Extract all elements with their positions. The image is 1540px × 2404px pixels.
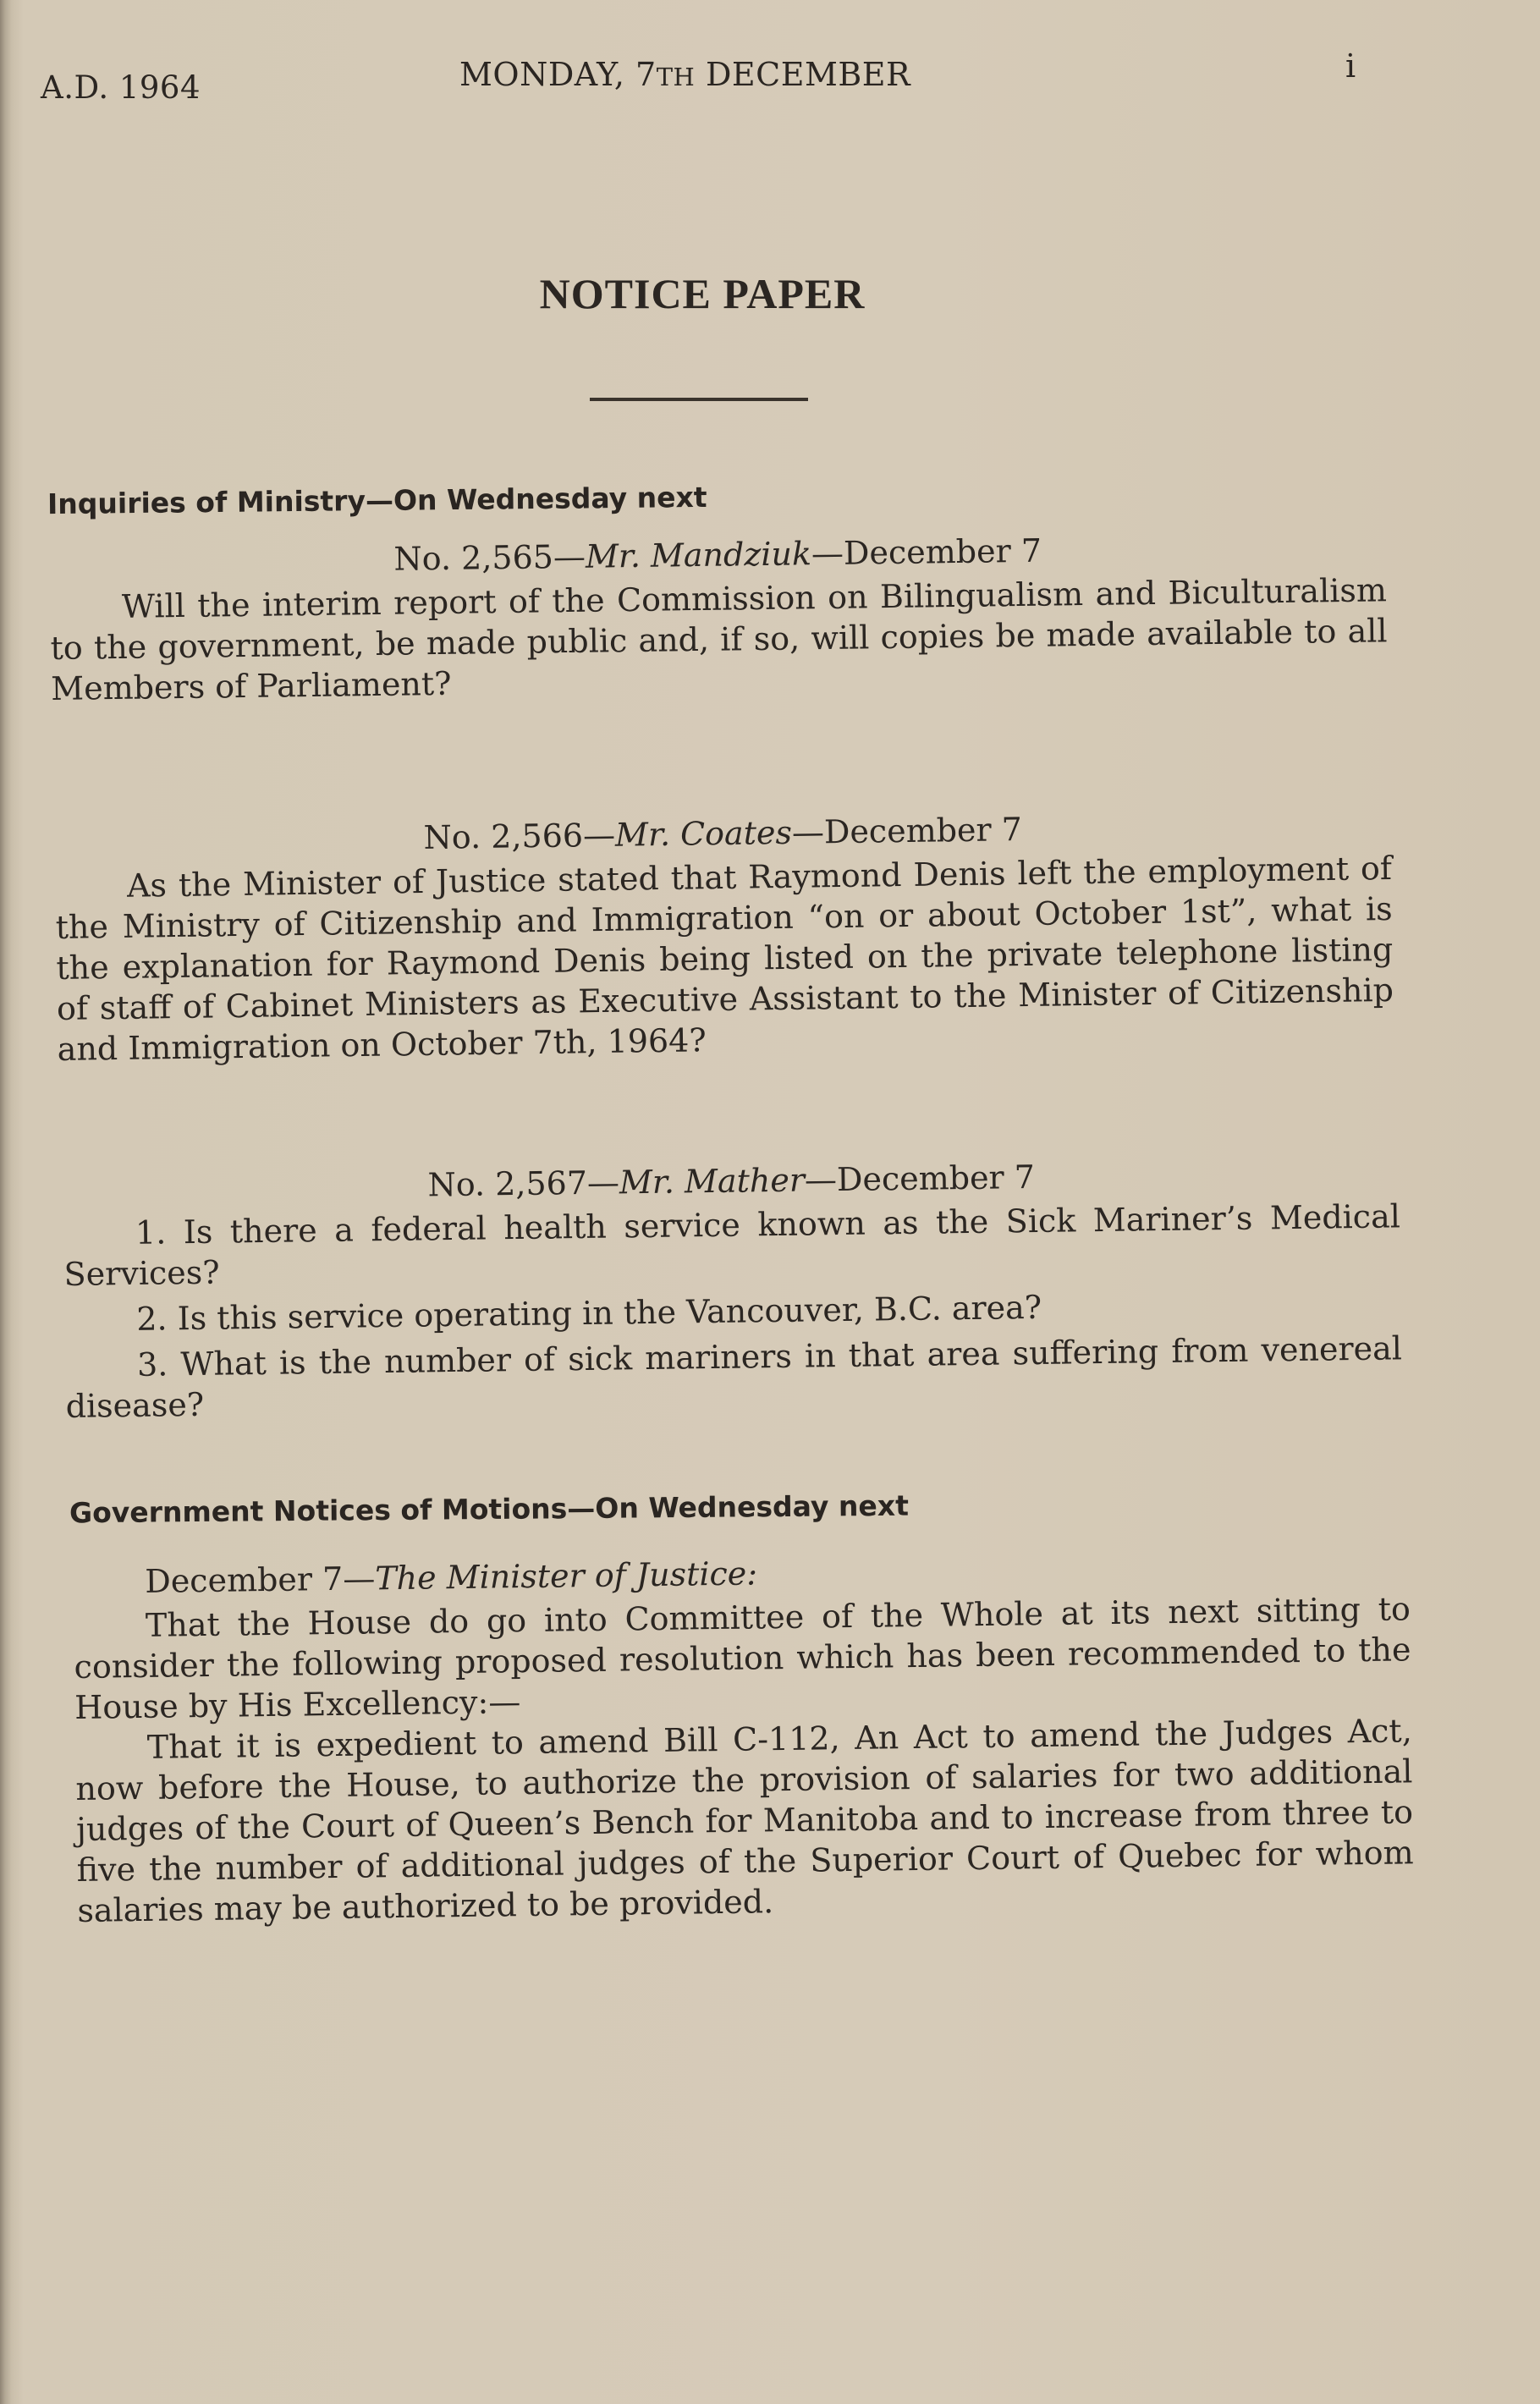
motions-heading: Government Notices of Motions—On Wednesday next: [69, 1488, 910, 1530]
question-2566: [54, 804, 1394, 1070]
question-date: —December 7: [804, 1158, 1036, 1199]
motion-minister: The Minister of Justice:: [374, 1554, 758, 1598]
date-ordinal: TH: [656, 63, 696, 91]
question-part-2: 2. Is this service operating in the Vancouver, B.C. area?: [136, 1288, 1042, 1338]
page-number: i: [1345, 47, 1356, 85]
motion-paragraph-1: That the House do go into Committee of the Whole at its next sitting to consider the following proposed resolution which has been recommended to the House by His Excellency:—: [74, 1590, 1411, 1726]
question-2567: [63, 1152, 1403, 1432]
question-text: Will the interim report of the Commission on Bilingualism and Biculturalism to the government, be made public and, if so, will copies be made available to all Members of Parliament?: [50, 571, 1388, 707]
question-date: —December 7: [791, 811, 1023, 851]
running-head-date: [459, 56, 910, 93]
motion-paragraph-2: That it is expedient to amend Bill C-112, An Act to amend the Judges Act, now before the House, to authorize the provision of salaries for two additional judges of the Court of Queen’s Bench for Manitoba and to increase from three to five the number of additional judges of the Superior Court of Quebec for whom salaries may be authorized to be provided.: [75, 1712, 1414, 1929]
question-member: Mr. Mandziuk: [585, 535, 812, 575]
question-date: —December 7: [811, 531, 1042, 573]
motion-date: December 7—: [145, 1560, 376, 1600]
date-day: MONDAY, 7: [459, 56, 657, 93]
question-member: Mr. Coates: [614, 813, 793, 854]
page-title: NOTICE PAPER: [539, 270, 866, 317]
government-motion: [73, 1544, 1415, 1931]
question-member: Mr. Mather: [619, 1161, 806, 1202]
question-part-3: 3. What is the number of sick mariners in that area suffering from venereal disease?: [65, 1329, 1403, 1425]
question-text: As the Minister of Justice stated that Raymond Denis left the employment of the Ministry of Citizenship and Immigration “on or about October 1st”, what is the explanation for Raymond Denis being listed on the private telephone listing of staff of Cabinet Ministers as Executive Assistant to the Minister of Citizenship and Immigration on October 7th, 1964?: [55, 849, 1394, 1068]
question-2565: [49, 525, 1388, 709]
running-head-year: A.D. 1964: [41, 69, 201, 106]
title-rule: [590, 398, 808, 401]
question-number: No. 2,566—: [423, 816, 616, 856]
date-month: DECEMBER: [695, 56, 911, 93]
question-number: No. 2,567—: [427, 1163, 620, 1204]
question-number: No. 2,565—: [393, 537, 586, 578]
question-part-1: 1. Is there a federal health service known as the Sick Mariner’s Medical Services?: [63, 1197, 1401, 1293]
inquiries-heading: Inquiries of Ministry—On Wednesday next: [47, 480, 707, 521]
